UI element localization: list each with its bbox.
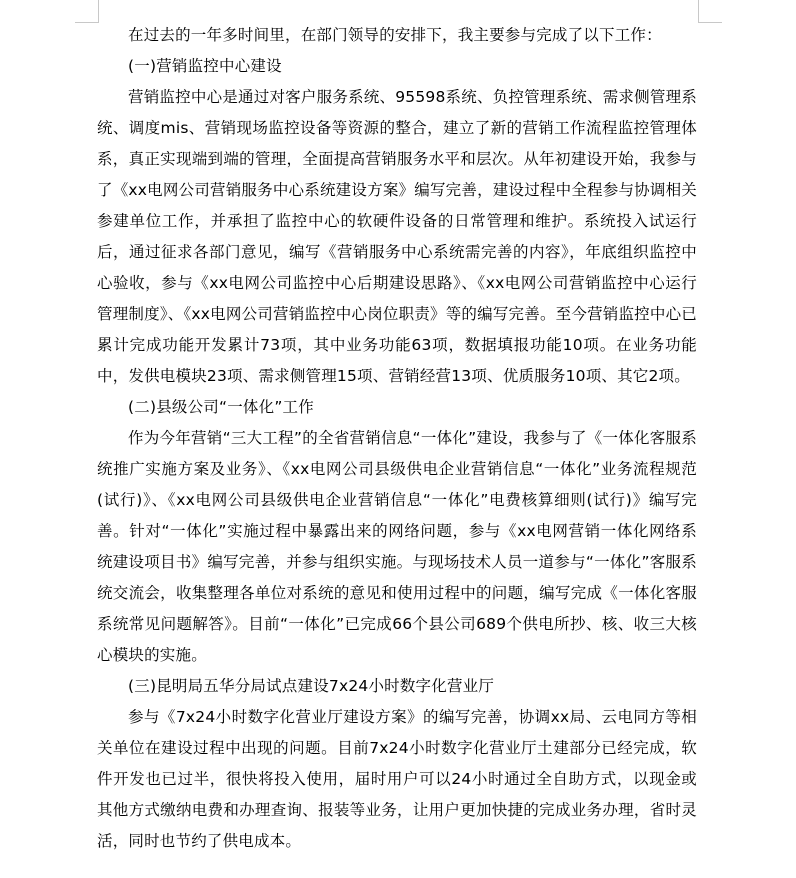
section-heading-integration: (二)县级公司“一体化”工作 [128,398,314,416]
intro-paragraph: 在过去的一年多时间里，在部门领导的安排下，我主要参与完成了以下工作： [128,26,662,44]
section-heading-digital-hall: (三)昆明局五华分局试点建设7x24小时数字化营业厅 [128,677,495,695]
crop-mark-top-right-horizontal [698,22,722,23]
document-body [97,20,697,857]
section-heading-marketing-monitoring: (一)营销监控中心建设 [128,57,282,75]
crop-mark-top-left-horizontal [75,22,99,23]
digital-hall-paragraph: 参与《7x24小时数字化营业厅建设方案》的编写完善，协调xx局、云电同方等相关单位在建设过程中出现的问题。目前7x24小时数字化营业厅土建部分已经完成，软件开发也已过半，很快将投入使用，届时用户可以24小时通过全自助方式，以现金或其他方式缴纳电费和办理查询、报装等业务，让用户更加快捷的完成业务办理，省时灵活，同时也节约了供电成本。 [97,708,697,850]
crop-mark-top-left [98,0,99,22]
integration-paragraph: 作为今年营销“三大工程”的全省营销信息“一体化”建设，我参与了《一体化客服系统推广实施方案及业务》、《xx电网公司县级供电企业营销信息“一体化”业务流程规范(试行)》、《xx电网公司县级供电企业营销信息“一体化”电费核算细则(试行)》编写完善。针对“一体化”实施过程中暴露出来的网络问题，参与《xx电网营销一体化网络系统建设项目书》编写完善，并参与组织实施。与现场技术人员一道参与“一体化”客服系统交流会，收集整理各单位对系统的意见和使用过程中的问题，编写完成《一体化客服系统常见问题解答》。目前“一体化”已完成66个县公司689个供电所抄、核、收三大核心模块的实施。 [97,429,697,664]
crop-mark-top-right [698,0,699,22]
marketing-monitoring-paragraph: 营销监控中心是通过对客户服务系统、95598系统、负控管理系统、需求侧管理系统、调度mis、营销现场监控设备等资源的整合，建立了新的营销工作流程监控管理体系，真正实现端到端的管理，全面提高营销服务水平和层次。从年初建设开始，我参与了《xx电网公司营销服务中心系统建设方案》编写完善，建设过程中全程参与协调相关参建单位工作，并承担了监控中心的软硬件设备的日常管理和维护。系统投入试运行后，通过征求各部门意见，编写《营销服务中心系统需完善的内容》，年底组织监控中心验收，参与《xx电网公司监控中心后期建设思路》、《xx电网公司营销监控中心运行管理制度》、《xx电网公司营销监控中心岗位职责》等的编写完善。至今营销监控中心已累计完成功能开发累计73项，其中业务功能63项，数据填报功能10项。在业务功能中，发供电模块23项、需求侧管理15项、营销经营13项、优质服务10项、其它2项。 [97,88,697,385]
